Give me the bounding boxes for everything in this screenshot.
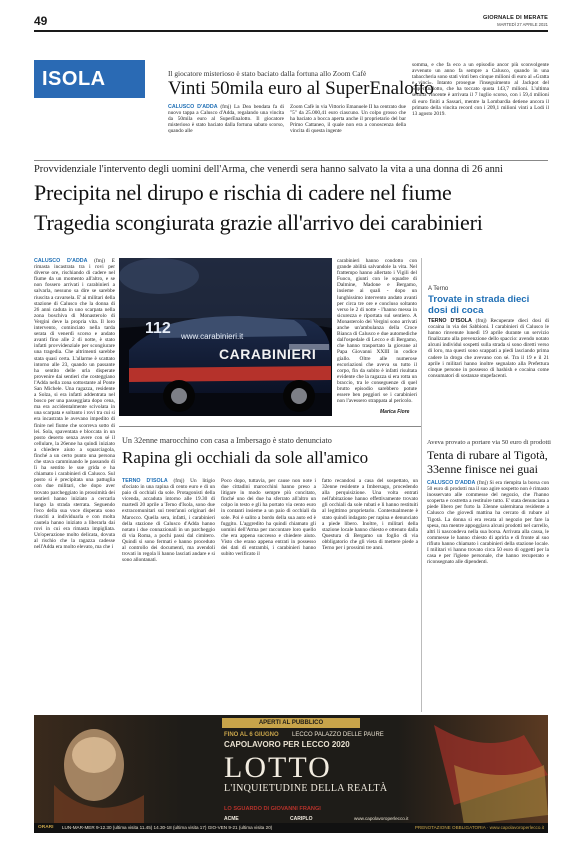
lotto-kicker: Il giocatore misterioso è stato baciato dalla fortuna allo Zoom Cafè: [168, 69, 367, 78]
side-headline: Trovate in strada dieci dosi di coca: [428, 294, 530, 316]
side-divider: [421, 258, 422, 453]
main-body-col1: [34, 258, 115, 708]
ad-logo-acme: ACME: [224, 816, 239, 822]
main-dateline: CALUSCO D'ADDA: [34, 258, 88, 264]
car-number: 112: [145, 320, 171, 337]
ad-booking: PRENOTAZIONE OBBLIGATORIA · www.capolavoroperlecco.it: [414, 825, 544, 830]
tigota-body: [427, 480, 549, 710]
side-body: [427, 318, 552, 448]
ad-logo-cariplo: CARIPLO: [290, 816, 313, 822]
ad-title-main: LOTTO: [224, 751, 332, 784]
tigota-kicker: Aveva provato a portare via 50 euro di prodotti: [427, 439, 552, 446]
tigota-divider: [421, 434, 422, 712]
section-label-text: ISOLA: [42, 68, 106, 90]
main-body-col2: carabinieri hanno condotto con grande abilità salvandole la vita. Nel frattempo hanno allertato i Vigili del Fuoco, giunti con le squadre di Dalmine, Madone e Bergamo, insieme ai quali - dopo un lunghissimo intervento andato avanti per circa tre ore e concluso soltanto verso le 2 di notte - l'hanno messa in sicurezza e riportata sul sentiero. A Monasterolo dei Vergini sono arrivati anche un'ambulanza della Croce Bianca di Calusco e due automediche dall'ospedale di Lecco e di Bergamo, che hanno trasportato la giovane al Papa Giovanni XXIII in codice giallo. Oltre alle numerose escoriazioni che aveva su tutto il corpo, fin da subito è infatti risultata evidente che la ragazza si era rotta un braccio, tra le conseguenze di quel brutto episodio sarebbero potute essere ben peggiori se i carabinieri non l'avessero strappata al pericolo.: [337, 258, 417, 405]
tigota-body-text: (fmj) Si era riempita la borsa con 50 euro di prodotti ma il suo agire sospetto non è rimasto inosservato alle commesse del negozio, che l'hanno scoperta e costretta a restituire tutto. E' stata denunciata a piede libero per furto la 33enne salernitana residente a Calusco che giovedì mattina ha cercato di rubare al Tigotà. La donna si era recata al negozio per fare la spesa, ma mentre appoggiava alcuni prodotti nel carrello, altri li nascondeva nella sua borsa. Arrivata alla cassa, le commesse le hanno chiesto di aprirla e di fronte al suo rifiuto hanno chiamato i carabinieri della stazione locale. I militari vi hanno trovato circa 50 euro di oggetti per la casa e per l'igiene personale, che hanno recuperato e riconsegnato alle dipendenti.: [427, 480, 549, 566]
ad-title-sub: L'INQUIETUDINE DELLA REALTÀ: [224, 783, 388, 794]
lotto-body-col2: Zoom Cafè in via Vittorio Emanuele II ha centrato due "5" da 25.000,41 euro ciascuno. Un colpo grosso che ha baciato a bocca aperta anche il proprietario del bar Primo Cattaneo, il quale non era a conoscenza della vincita di questa ingente: [290, 104, 406, 135]
side-kicker: A Terno: [428, 286, 449, 292]
ad-hours-bar: [34, 823, 548, 833]
ad-subtitle: LO SGUARDO DI GIOVANNI FRANGI: [224, 806, 321, 812]
side-dateline: TERNO D'ISOLA: [428, 318, 472, 324]
ad-event: CAPOLAVORO PER LECCO 2020: [224, 740, 350, 749]
tigota-headline: Tenta di rubare al Tigotà, 33enne finisce nei guai: [427, 448, 548, 476]
lotto-body-1: (fmj) La Dea bendata fa di nuovo tappa a Calusco d'Adda, regalando una vincita da 50mila euro al SuperEnalotto. Il giocatore misterioso è stato baciato dalla fortuna sabato scorso, quando alle: [168, 104, 284, 135]
ad-venue: LECCO PALAZZO DELLE PAURE: [292, 732, 384, 738]
tigota-dateline: CALUSCO D'ADDA: [427, 480, 476, 486]
glasses-headline: Rapina gli occhiali da sole all'amico: [122, 448, 369, 467]
paper-name: GIORNALE DI MERATE: [482, 15, 548, 21]
main-kicker: Provvidenziale l'intervento degli uomini dell'Arma, che venerdì sera hanno salvato la vita a una donna di 26 anni: [34, 164, 503, 175]
glasses-col1-text: (fmj) Un litigio sfociato in una rapina di cento euro e di un paio di occhiali da sole. Protagonisti della vicenda, accaduta intorno alle 19.30 di martedì 20 aprile a Terno d'Isola, sono due extracomunitari sui trent'anni originari del Marocco. Quella sera, infatti, i carabinieri della stazione di Calusco d'Adda hanno notato i due connazionali in un parcheggio di via Roma, a pochi passi dal cimitero. Quindi si sono fermati e hanno proceduto al controllo dei documenti, ma avendoli trovati in regola li hanno lasciati andare e si sono allontanati.: [122, 478, 215, 564]
ad-banner: APERTI AL PUBBLICO: [222, 718, 360, 728]
lotto-exhibition-ad[interactable]: [34, 715, 548, 833]
ad-hours-label: ORARI: [38, 825, 54, 830]
ad-hours: LUN-MAR-MER 9-12.30 (ultima visita 11.45) 14.30-18 (ultima visita 17) GIO-VEN 9-21 (ultima visita 20): [62, 825, 273, 830]
glasses-col1: [122, 478, 215, 708]
glasses-col2: Poco dopo, tuttavia, per cause non note i due cittadini marocchini hanno preso a litigare in modo sempre più concitato, finché uno dei due ha sferrato all'altro un colpo in testo e gli ha portato via cento euro in contanti insieme a un paio di occhiali da sole. Poi è salito a bordo della sua auto ed è fuggito. L'aggredito ha quindi chiamato gli uomini dell'Arma per raccontare loro quello che era appena successo e chiedere aiuto. Visto che erano appena entrati in possesso dei dati di entrambi, i carabinieri hanno subito verificato il: [221, 478, 316, 558]
ad-website[interactable]: www.capolavoroperlecco.it: [354, 816, 409, 821]
header-rule: [34, 30, 548, 32]
page-number: 49: [34, 14, 48, 28]
main-byline: Marica Fiore: [380, 409, 410, 415]
section-label: [34, 60, 145, 98]
glasses-col3: fatto recandosi a casa del sospettato, un 32enne residente a Imbersago, procedendo alla perquisizione. Una volta entrati nell'abitazione hanno effettivamente trovato gli occhiali da sole rubati e li hanno restituiti al legittimo proprietario. Contestualmente è stato quindi indagato per rapina e denunciato a piede libero. Inoltre, i militari della stazione locale hanno chiesto e ottenuto dalla Questura di Bergamo un foglio di via obbligatorio che gli vieta di mettere piede a Terno per i prossimi tre anni.: [322, 478, 418, 552]
main-headline-2: Tragedia scongiurata grazie all'arrivo dei carabinieri: [34, 210, 483, 235]
lotto-headline: Vinti 50mila euro al SuperEnalotto: [168, 78, 434, 99]
side-body-text: (fmj) Recuperate dieci dosi di cocaina in via dei Sabbioni. I carabinieri di Calusco le hanno rinvenute lunedì 19 aprile durante un servizio finalizzato alla prevenzione dello spaccio: avendo notato alcuni individui sospetti sulla strada si sono diretti verso di loro, ma questi sono scappati a piedi lasciando prima cadere la droga che avevano con sé. Tra il 19 e il 21 aprile i militari hanno inoltre segnalato alla Prefettura cinque persone in possesso di hashish e cocaina come consumatori di sostanze stupefacenti.: [428, 318, 549, 379]
divider-2: [119, 426, 421, 427]
lotto-dateline: CALUSCO D'ADDA: [168, 104, 218, 110]
car-website: www.carabinieri.it: [181, 332, 244, 341]
main-col1-text: (fmj) È rimasta incastrata tra i rovi per diverse ore, rischiando di cadere nel fiume da un momento all'altro, e se non fossero arrivati i carabinieri a salvarla, nessuno sa dire se sarebbe riuscita a cavarsela. E' ai militari della stazione di Calusco che la donna di 26 anni caduta in uno scarpata nella zona boschiva di Monasterolo di Vergini deve la propria vita. Il loro intervento, cominciato nella tarda serata di venerdì scorso e andato avanti fino alle 2 di notte, è stato infatti provvidenziale per scongiurare una tragedia. Che altrimenti sarebbe stata quasi certa. L'allarme è scattato intorno alle 23, quando un passante ha sentito delle urla disperate provenire dai sentieri che costeggiano l'Adda nella zona sottostante al Ponte San Michele. Una ragazza, residente a Solza, si era infatti addentrata nel bosco per una passeggiata dopo cena, ma era accidentalmente scivolata in una scarpata e soltanto i rovi tra cui si era incastrata le avevano impedito di finire nel fiume che scorreva sotto di lei. Sola, spaventata e bloccata in un posto deserto senza avere con sé il cellulare, la 26enne ha quindi iniziato a chiedere aiuto a squarciagola, finché a un certo punto una persona che stava camminando le passando di lì ha sentito le sue grida e ha chiamato i carabinieri di Calusco. Sul posto si è precipitata una pattuglia con due militari, che dopo aver trovato parcheggiato in prossimità dei sentieri hanno iniziato a cercarla lungo la strada sterrata. Seguendo l'eco della sua voce disperata sono riusciti a individuarla e con molta cautela hanno iniziato a liberarla dai rovi in cui era rimasta impigliata. Un'operazione molto delicata, dovuta al rischio che la ragazza cadesse nell'Adda era molto elevato, ma che i: [34, 258, 115, 551]
car-label: CARABINIERI: [219, 346, 317, 362]
carabinieri-photo: [119, 258, 332, 416]
ad-dates: FINO AL 6 GIUGNO: [224, 732, 279, 738]
lotto-body-col3: somma, e che fa eco a un episodio ancor più sconvolgente avvenuto un anno fa sempre a Calusco, quando in una tabaccheria sono stati vinti ben cinque milioni di euro al «Gratta e vinci». Intanto prosegue l'inseguimento al Jackpot del SuperEnalotto, che ha toccato quota 143,7 milioni. L'ultima sestina vincente è arrivata il 7 luglio scorso, con i 59,4 milioni di euro finiti a Sassari, mentre la Lombardia detiene ancora il primato della vincita record con i 209,1 milioni vinti a Lodi il 13 agosto 2019.: [412, 62, 549, 117]
lotto-body-col1: [168, 104, 284, 154]
glasses-kicker: Un 32enne marocchino con casa a Imbersago è stato denunciato: [122, 436, 332, 445]
divider-1: [34, 160, 548, 161]
glasses-dateline: TERNO D'ISOLA: [122, 478, 168, 484]
main-headline-1: Precipita nel dirupo e rischia di cadere nel fiume: [34, 180, 452, 205]
header-date: MARTEDÌ 27 APRILE 2021: [497, 22, 548, 27]
